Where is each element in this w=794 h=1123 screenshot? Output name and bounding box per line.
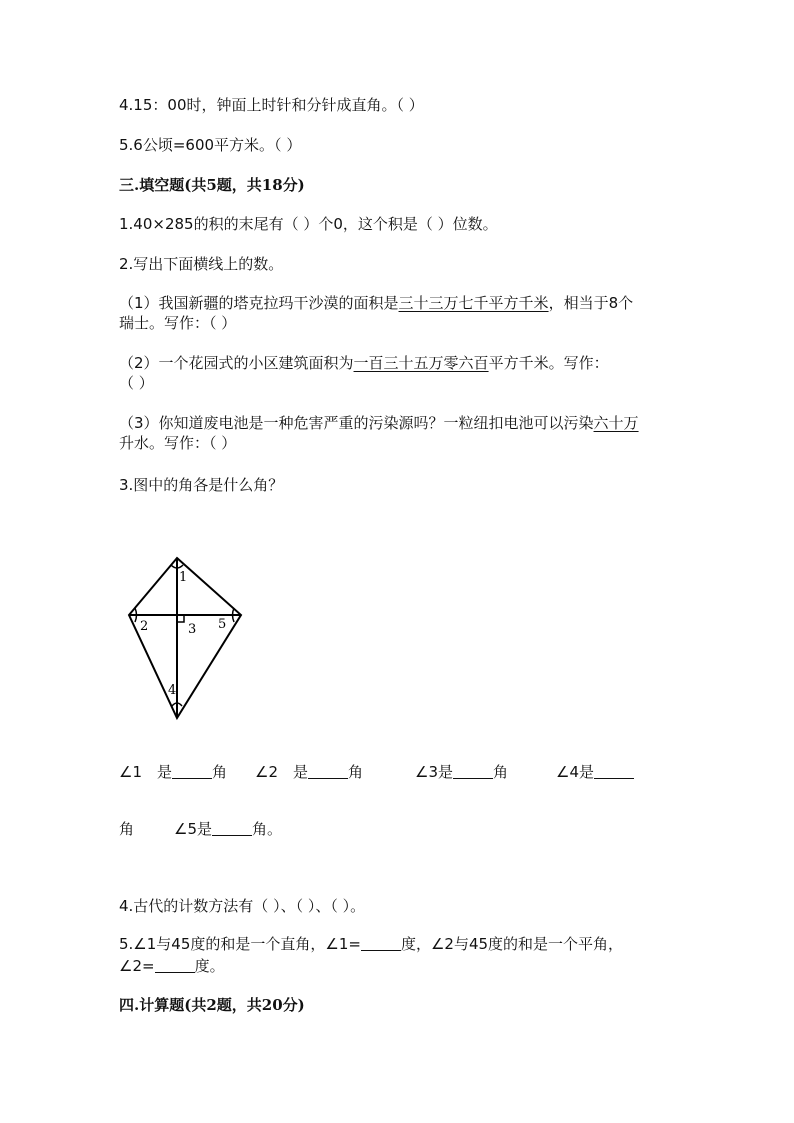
blank-angle-1[interactable] xyxy=(172,764,212,779)
label-5: 5 xyxy=(218,617,227,632)
blank-angle1-degrees[interactable] xyxy=(361,936,401,951)
tf-question-5: 5.6公顷=600平方米。（ ） xyxy=(119,136,302,154)
blank-angle-2[interactable] xyxy=(308,764,348,779)
fill-question-3: 3.图中的角各是什么角？ xyxy=(119,476,284,494)
tf-question-4: 4.15：00时，钟面上时针和分针成直角。（ ） xyxy=(119,96,424,114)
angles-row-2: 角 ∠5是 角。 xyxy=(119,820,283,838)
fill-question-4: 4.古代的计数方法有（ ）、（ ）、（ ）。 xyxy=(119,897,366,915)
kite-figure xyxy=(110,548,250,728)
label-1: 1 xyxy=(179,570,188,585)
right-angle-mark-3 xyxy=(177,615,184,622)
blank-angle-4[interactable] xyxy=(594,764,634,779)
label-4: 4 xyxy=(168,683,177,698)
section-3-heading: 三.填空题(共5题，共18分) xyxy=(119,176,305,194)
fill-question-5-line2: ∠2= 度。 xyxy=(119,957,225,975)
fill-question-2-part-3-line2: 升水。写作：（ ） xyxy=(119,434,237,452)
fill-question-2-part-2: （2）一个花园式的小区建筑面积为一百三十五万零六百平方千米。写作： xyxy=(119,354,609,372)
fill-question-5: 5.∠1与45度的和是一个直角，∠1= 度，∠2与45度的和是一个平角， xyxy=(119,935,624,953)
label-3: 3 xyxy=(188,622,197,637)
fill-question-2: 2.写出下面横线上的数。 xyxy=(119,255,284,273)
fill-question-2-part-1: （1）我国新疆的塔克拉玛干沙漠的面积是三十三万七千平方千米，相当于8个 xyxy=(119,294,634,312)
angles-row-1: ∠1 是 角 ∠2 是 角 ∠3是 角 ∠4是 xyxy=(119,763,634,783)
fill-question-2-part-1-line2: 瑞士。写作：（ ） xyxy=(119,314,237,332)
blank-angle-3[interactable] xyxy=(453,764,493,779)
blank-angle-5[interactable] xyxy=(212,821,252,836)
section-4-heading: 四.计算题(共2题，共20分) xyxy=(119,996,305,1014)
fill-question-1: 1.40×285的积的末尾有（ ）个0，这个积是（ ）位数。 xyxy=(119,215,498,233)
label-2: 2 xyxy=(140,619,149,634)
fill-question-2-part-3: （3）你知道废电池是一种危害严重的污染源吗？一粒纽扣电池可以污染六十万 xyxy=(119,414,639,432)
fill-question-2-part-2-line2: （ ） xyxy=(119,374,154,392)
blank-angle2-degrees[interactable] xyxy=(155,958,195,973)
